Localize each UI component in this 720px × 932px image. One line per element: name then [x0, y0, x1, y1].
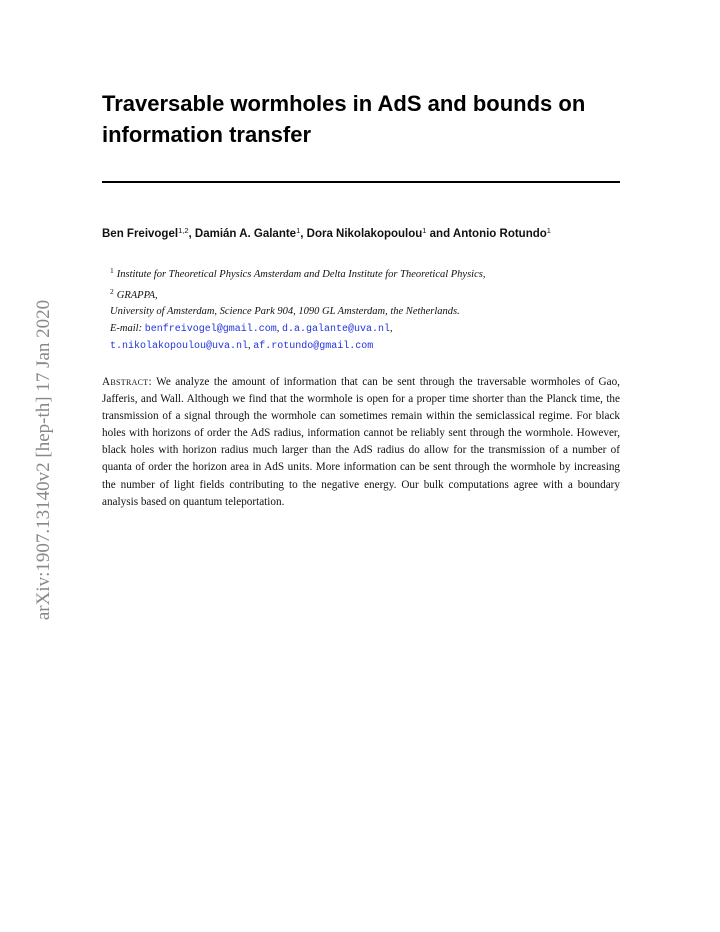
- author-name: Damián A. Galante: [194, 228, 297, 240]
- paper-title: Traversable wormholes in AdS and bounds on information transfer: [102, 91, 586, 147]
- author-affiliation-mark: 1,2: [178, 226, 189, 235]
- email-link[interactable]: t.nikolakopoulou@uva.nl: [110, 341, 249, 352]
- email-link[interactable]: af.rotundo@gmail.com: [253, 341, 374, 352]
- abstract-text: We analyze the amount of information that can be sent through the traversable wormholes of Gao, Jafferis, and Wall. Although we find that the wormhole is open for a proper time shorter than the Planck time, the transmission of a signal through the wormhole can sometimes remain within the semiclassical regime. For black holes with horizons of order the AdS radius, information cannot be reliably sent through the wormhole. However, black holes with horizon radius much larger than the AdS radius do allow for the transmission of a number of quanta of order the horizon area in AdS units. More information can be sent through the wormhole by increasing the number of light fields contributing to the negative energy. Our bulk computations agree with a boundary analysis based on quantum teleportation.: [102, 376, 620, 508]
- author-name: Ben Freivogel: [102, 228, 179, 240]
- email-link[interactable]: benfreivogel@gmail.com: [144, 323, 277, 335]
- affiliation-mark: 1: [110, 266, 114, 275]
- affiliation-line: [110, 284, 630, 305]
- author-affiliation-mark: 1: [422, 226, 427, 235]
- email-line: E-mail: benfreivogel@gmail.com, d.a.galante@uva.nl,: [110, 322, 393, 335]
- affiliation-mark: 2: [110, 286, 114, 296]
- author-separator: ,: [300, 228, 307, 240]
- author-name: Dora Nikolakopoulou: [306, 228, 423, 240]
- title-rule: [102, 181, 620, 183]
- email-label: E-mail:: [110, 322, 143, 334]
- affiliations: [110, 263, 630, 356]
- affiliation-line: [110, 304, 630, 321]
- email-line: t.nikolakopoulou@uva.nl, af.rotundo@gmail.com: [110, 340, 374, 352]
- arxiv-identifier: arXiv:1907.13140v2 [hep-th] 17 Jan 2020: [33, 299, 54, 621]
- author-name: Antonio Rotundo: [452, 228, 547, 240]
- author-affiliation-mark: 1: [296, 226, 301, 235]
- abstract-label: Abstract:: [102, 376, 152, 388]
- email-link[interactable]: d.a.galante@uva.nl: [281, 323, 391, 335]
- affiliation-line: [110, 263, 630, 284]
- affiliation-text: GRAPPA,: [116, 289, 158, 301]
- author-separator: and: [426, 228, 453, 240]
- abstract: [102, 374, 620, 511]
- author-affiliation-mark: 1: [546, 226, 551, 235]
- affiliation-text: University of Amsterdam, Science Park 904, 1090 GL Amsterdam, the Netherlands.: [110, 306, 460, 317]
- author-separator: ,: [188, 228, 195, 240]
- author-list: [102, 222, 622, 243]
- affiliation-text: Institute for Theoretical Physics Amsterdam and Delta Institute for Theoretical Physics,: [116, 269, 486, 280]
